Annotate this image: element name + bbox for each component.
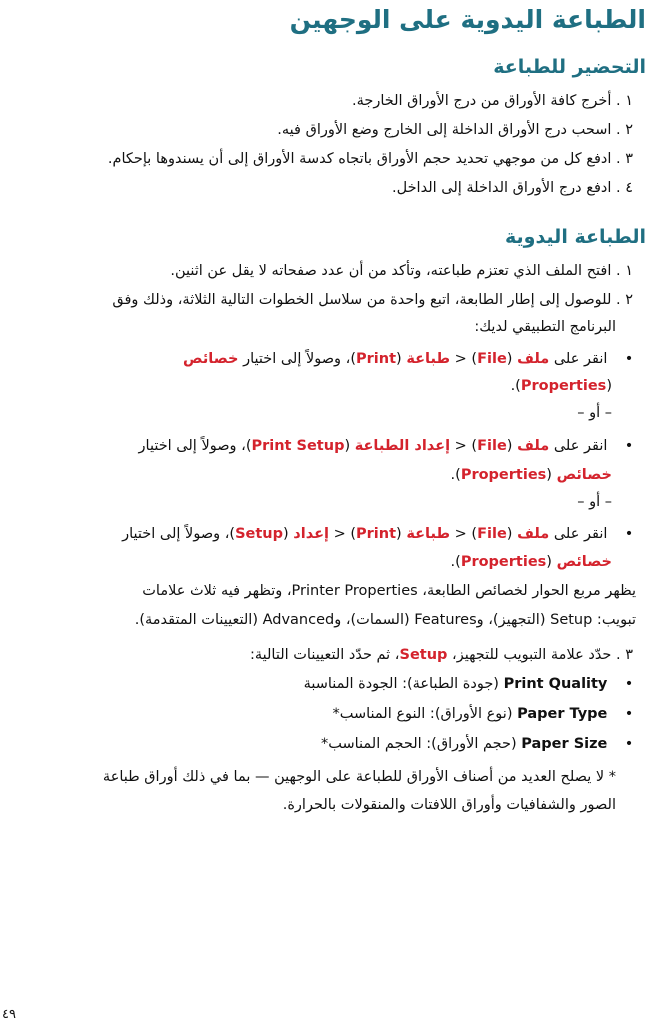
print-step-1 xyxy=(0,258,646,285)
dialog-description-line-2: تبويب: Setup (التجهيز)، وFeatures (السمات)، وAdvanced (التعيينات المتقدمة). xyxy=(134,612,636,628)
menu-properties-ar: خصائص xyxy=(556,554,612,570)
menu-print-ar: طباعة xyxy=(406,526,451,542)
option-c-line-2: خصائص (Properties). xyxy=(450,554,612,570)
footnote-line-1: * لا يصلح العديد من أصناف الأوراق للطباعة على الوجهين — بما في ذلك أوراق طباعة xyxy=(102,769,616,785)
prep-step-4 xyxy=(0,175,646,202)
menu-properties-ar: خصائص xyxy=(183,351,239,367)
menu-properties-ar: خصائص xyxy=(556,467,612,483)
menu-file-en: File xyxy=(477,438,507,454)
section-heading-print: الطباعة اليدوية xyxy=(504,226,646,248)
menu-setup-ar: إعداد xyxy=(293,526,329,542)
menu-properties-en: Properties xyxy=(460,467,547,483)
step-number: ٤ . xyxy=(616,180,634,196)
step-text: للوصول إلى إطار الطابعة، اتبع واحدة من سلاسل الخطوات التالية الثلاثة، وذلك وفق xyxy=(112,292,612,308)
or-separator-1: – أو – xyxy=(577,405,612,421)
step-number: ٣ . xyxy=(616,151,634,167)
print-step-2-line-1 xyxy=(0,287,646,314)
setting-paper-type: • Paper Type (نوع الأوراق): النوع المناسب* xyxy=(0,701,646,728)
prep-step-3 xyxy=(0,146,646,173)
step-text: أخرج كافة الأوراق من درج الأوراق الخارجة. xyxy=(351,93,612,109)
prep-step-1 xyxy=(0,88,646,115)
menu-print-ar: طباعة xyxy=(406,351,451,367)
option-a-line-2: (Properties). xyxy=(510,378,612,394)
step-number: ٢ . xyxy=(616,292,634,308)
step-text: افتح الملف الذي تعتزم طباعته، وتأكد من أن عدد صفحاته لا يقل عن اثنين. xyxy=(170,263,612,279)
option-a-line-1: • انقر على ملف (File) < طباعة (Print)، وصولاً إلى اختيار خصائص xyxy=(0,346,646,373)
bullet: • xyxy=(624,676,634,692)
page-title: الطباعة اليدوية على الوجهين xyxy=(289,5,646,34)
page-number: ٤٩ xyxy=(2,1007,16,1022)
menu-file-ar: ملف xyxy=(517,438,550,454)
step-number: ١ . xyxy=(616,93,634,109)
menu-file-ar: ملف xyxy=(517,526,550,542)
menu-file-ar: ملف xyxy=(517,351,550,367)
menu-print-setup-ar: إعداد الطباعة xyxy=(354,438,451,454)
bullet: • xyxy=(624,438,634,454)
option-b-line-2: خصائص (Properties). xyxy=(450,467,612,483)
step-number: ٢ . xyxy=(616,122,634,138)
section-heading-prep: التحضير للطباعة xyxy=(493,56,646,78)
bullet: • xyxy=(624,351,634,367)
setup-tab-label: Setup xyxy=(399,647,448,663)
print-step-2-line-2: البرنامج التطبيقي لديك: xyxy=(474,319,616,335)
menu-file-en: File xyxy=(477,526,507,542)
setting-paper-size: • Paper Size (حجم الأوراق): الحجم المناسب* xyxy=(0,731,646,758)
dialog-description-line-1: يظهر مربع الحوار لخصائص الطابعة، Printer Properties، وتظهر فيه ثلاث علامات xyxy=(142,583,636,599)
step-text: ادفع كل من موجهي تحديد حجم الأوراق باتجاه كدسة الأوراق إلى أن يسندوها بإحكام. xyxy=(107,151,612,167)
option-b-line-1: • انقر على ملف (File) < إعداد الطباعة (Print Setup)، وصولاً إلى اختيار xyxy=(0,433,646,460)
menu-print-setup-en: Print Setup xyxy=(251,438,345,454)
menu-setup-en: Setup xyxy=(235,526,284,542)
menu-properties-en: Properties xyxy=(520,378,607,394)
menu-print-en: Print xyxy=(356,351,397,367)
step-number: ١ . xyxy=(616,263,634,279)
or-separator-2: – أو – xyxy=(577,494,612,510)
step-text: اسحب درج الأوراق الداخلة إلى الخارج وضع الأوراق فيه. xyxy=(277,122,612,138)
menu-file-en: File xyxy=(477,351,507,367)
footnote-line-2: الصور والشفافيات وأوراق اللافتات والمنقولات بالحرارة. xyxy=(282,797,616,813)
print-step-3: ٣ . حدّد علامة التبويب للتجهيز، Setup، ثم حدّد التعيينات التالية: xyxy=(0,642,646,669)
option-c-line-1: • انقر على ملف (File) < طباعة (Print) < إعداد (Setup)، وصولاً إلى اختيار xyxy=(0,521,646,548)
bullet: • xyxy=(624,736,634,752)
bullet: • xyxy=(624,706,634,722)
setting-print-quality: • Print Quality (جودة الطباعة): الجودة المناسبة xyxy=(0,671,646,698)
menu-properties-en: Properties xyxy=(460,554,547,570)
prep-step-2 xyxy=(0,117,646,144)
bullet: • xyxy=(624,526,634,542)
step-number: ٣ . xyxy=(616,647,634,663)
step-text: ادفع درج الأوراق الداخلة إلى الداخل. xyxy=(392,180,612,196)
menu-print-en: Print xyxy=(356,526,397,542)
